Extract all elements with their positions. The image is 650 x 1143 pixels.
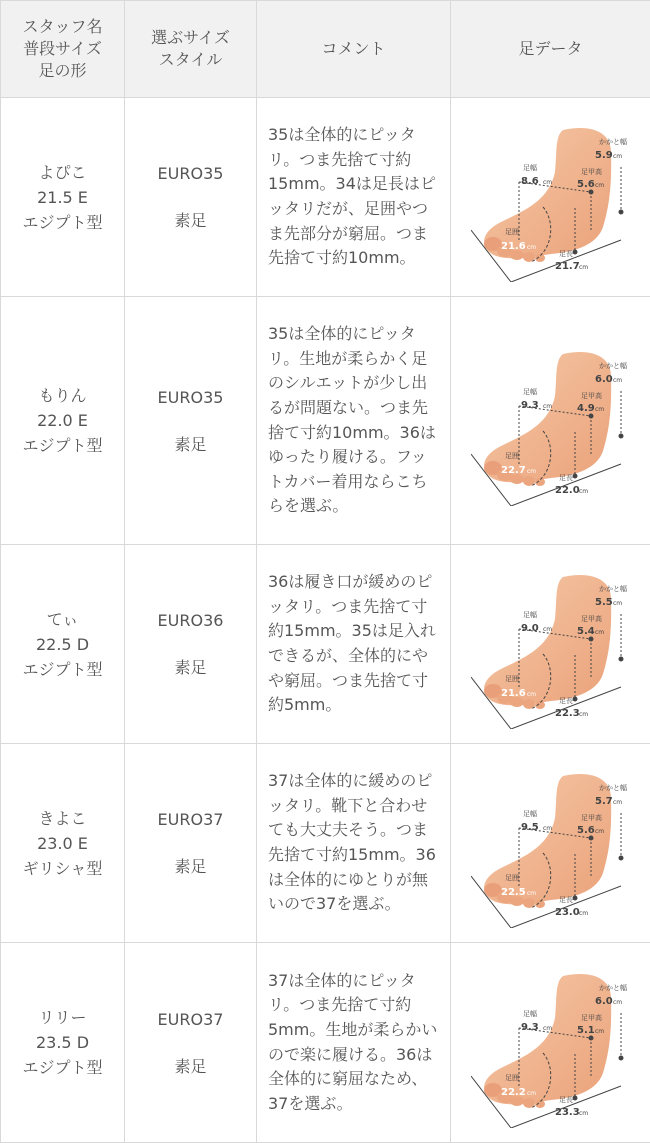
- value-width: 9.3: [521, 1022, 539, 1033]
- comment-cell: 35は全体的にピッタリ。つま先捨て寸約15mm。34は足長はピッタリだが、足囲やつま先部分が窮屈。つま先捨て寸約10mm。: [257, 98, 451, 297]
- unit-width: cm: [543, 626, 552, 633]
- foot-diagram: [471, 336, 631, 506]
- label-heel: かかと幅: [599, 584, 627, 593]
- unit-width: cm: [543, 1025, 552, 1032]
- label-instep: 足甲高: [581, 813, 602, 822]
- size-cell: [125, 744, 257, 943]
- label-girth: 足囲: [505, 451, 519, 460]
- value-width: 9.5: [521, 822, 539, 833]
- label-heel: かかと幅: [599, 983, 627, 992]
- foot-data-cell: [451, 943, 650, 1143]
- table-row: [1, 545, 650, 744]
- value-width: 8.6: [521, 176, 539, 187]
- foot-shape: エジプト型: [1, 433, 124, 458]
- value-girth: 21.6: [501, 241, 526, 252]
- foot-diagram: [471, 559, 631, 729]
- value-width: 9.3: [521, 400, 539, 411]
- chosen-size: EURO35: [125, 161, 256, 186]
- table-row: [1, 297, 650, 545]
- value-width: 9.0: [521, 623, 539, 634]
- foot-data-cell: [451, 545, 650, 744]
- value-instep: 5.6: [577, 179, 595, 190]
- unit-width: cm: [543, 825, 552, 832]
- unit-heel: cm: [613, 999, 622, 1006]
- header-comment: コメント: [257, 1, 451, 98]
- staff-name: きよこ: [1, 806, 124, 831]
- unit-girth: cm: [527, 890, 536, 897]
- header-size: 選ぶサイズ スタイル: [125, 1, 257, 98]
- staff-name: てぃ: [1, 607, 124, 632]
- label-heel: かかと幅: [599, 783, 627, 792]
- size-cell: [125, 98, 257, 297]
- usual-size: 23.5 D: [1, 1030, 124, 1055]
- chosen-size: EURO37: [125, 1007, 256, 1032]
- usual-size: 23.0 E: [1, 831, 124, 856]
- unit-length: cm: [579, 711, 588, 718]
- value-length: 21.7: [555, 261, 580, 272]
- table-row: [1, 943, 650, 1143]
- staff-name: よぴこ: [1, 160, 124, 185]
- value-instep: 4.9: [577, 403, 595, 414]
- unit-width: cm: [543, 403, 552, 410]
- label-instep: 足甲高: [581, 1013, 602, 1022]
- label-girth: 足囲: [505, 1073, 519, 1082]
- unit-instep: cm: [595, 828, 604, 835]
- chosen-size: EURO35: [125, 385, 256, 410]
- label-instep: 足甲高: [581, 391, 602, 400]
- wear-style: 素足: [174, 211, 206, 230]
- label-heel: かかと幅: [599, 361, 627, 370]
- value-heel: 6.0: [595, 374, 613, 385]
- size-cell: [125, 297, 257, 545]
- staff-cell: [1, 545, 125, 744]
- chosen-size: EURO36: [125, 608, 256, 633]
- value-heel: 5.7: [595, 796, 613, 807]
- value-length: 23.3: [555, 1107, 580, 1118]
- value-length: 23.0: [555, 907, 580, 918]
- value-length: 22.3: [555, 708, 580, 719]
- unit-heel: cm: [613, 799, 622, 806]
- value-heel: 5.5: [595, 597, 613, 608]
- label-width: 足幅: [523, 809, 537, 818]
- foot-diagram: [471, 758, 631, 928]
- header-foot-data: 足データ: [451, 1, 650, 98]
- wear-style: 素足: [174, 857, 206, 876]
- unit-length: cm: [579, 910, 588, 917]
- size-cell: [125, 943, 257, 1143]
- value-girth: 21.6: [501, 688, 526, 699]
- comment-cell: 37は全体的にピッタリ。つま先捨て寸約5mm。生地が柔らかいので楽に履ける。36は全体的に窮屈なため、37を選ぶ。: [257, 943, 451, 1143]
- unit-length: cm: [579, 264, 588, 271]
- foot-shape: エジプト型: [1, 1055, 124, 1080]
- label-width: 足幅: [523, 387, 537, 396]
- label-girth: 足囲: [505, 674, 519, 683]
- foot-data-cell: [451, 744, 650, 943]
- unit-instep: cm: [595, 629, 604, 636]
- value-instep: 5.1: [577, 1025, 595, 1036]
- label-instep: 足甲高: [581, 167, 602, 176]
- unit-instep: cm: [595, 182, 604, 189]
- unit-width: cm: [543, 179, 552, 186]
- foot-diagram: [471, 112, 631, 282]
- unit-heel: cm: [613, 377, 622, 384]
- staff-name: リリー: [1, 1005, 124, 1030]
- unit-length: cm: [579, 488, 588, 495]
- usual-size: 22.5 D: [1, 632, 124, 657]
- value-girth: 22.5: [501, 887, 526, 898]
- label-girth: 足囲: [505, 873, 519, 882]
- wear-style: 素足: [174, 658, 206, 677]
- label-girth: 足囲: [505, 227, 519, 236]
- staff-cell: [1, 98, 125, 297]
- usual-size: 21.5 E: [1, 185, 124, 210]
- comment-cell: 36は履き口が緩めのピッタリ。つま先捨て寸約15mm。35は足入れできるが、全体的にやや窮屈。つま先捨て寸約5mm。: [257, 545, 451, 744]
- header-row: [1, 1, 650, 98]
- comment-cell: 35は全体的にピッタリ。生地が柔らかく足のシルエットが少し出るが問題ない。つま先捨て寸約10mm。36はゆったり履ける。フットカバー着用ならこちらを選ぶ。: [257, 297, 451, 545]
- staff-name: もりん: [1, 383, 124, 408]
- foot-data-cell: [451, 98, 650, 297]
- foot-shape: エジプト型: [1, 657, 124, 682]
- usual-size: 22.0 E: [1, 408, 124, 433]
- unit-girth: cm: [527, 244, 536, 251]
- foot-diagram: [471, 958, 631, 1128]
- staff-cell: [1, 297, 125, 545]
- label-instep: 足甲高: [581, 614, 602, 623]
- wear-style: 素足: [174, 435, 206, 454]
- value-girth: 22.7: [501, 465, 526, 476]
- unit-instep: cm: [595, 406, 604, 413]
- label-heel: かかと幅: [599, 137, 627, 146]
- label-width: 足幅: [523, 163, 537, 172]
- unit-girth: cm: [527, 691, 536, 698]
- label-length: 足長: [559, 1095, 573, 1104]
- value-heel: 5.9: [595, 150, 613, 161]
- wear-style: 素足: [174, 1057, 206, 1076]
- value-instep: 5.6: [577, 825, 595, 836]
- comment-cell: 37は全体的に緩めのピッタリ。靴下と合わせても大丈夫そう。つま先捨て寸約15mm。36は全体的にゆとりが無いので37を選ぶ。: [257, 744, 451, 943]
- label-length: 足長: [559, 696, 573, 705]
- unit-instep: cm: [595, 1028, 604, 1035]
- value-heel: 6.0: [595, 996, 613, 1007]
- unit-length: cm: [579, 1110, 588, 1117]
- label-length: 足長: [559, 895, 573, 904]
- label-width: 足幅: [523, 610, 537, 619]
- foot-shape: ギリシャ型: [1, 856, 124, 881]
- value-instep: 5.4: [577, 626, 595, 637]
- label-length: 足長: [559, 249, 573, 258]
- foot-shape: エジプト型: [1, 210, 124, 235]
- staff-cell: [1, 744, 125, 943]
- table-row: [1, 744, 650, 943]
- unit-heel: cm: [613, 600, 622, 607]
- header-staff: スタッフ名 普段サイズ 足の形: [1, 1, 125, 98]
- unit-girth: cm: [527, 468, 536, 475]
- label-width: 足幅: [523, 1009, 537, 1018]
- staff-cell: [1, 943, 125, 1143]
- table-row: [1, 98, 650, 297]
- size-cell: [125, 545, 257, 744]
- unit-heel: cm: [613, 153, 622, 160]
- foot-data-cell: [451, 297, 650, 545]
- value-girth: 22.2: [501, 1087, 526, 1098]
- unit-girth: cm: [527, 1090, 536, 1097]
- value-length: 22.0: [555, 485, 580, 496]
- chosen-size: EURO37: [125, 807, 256, 832]
- label-length: 足長: [559, 473, 573, 482]
